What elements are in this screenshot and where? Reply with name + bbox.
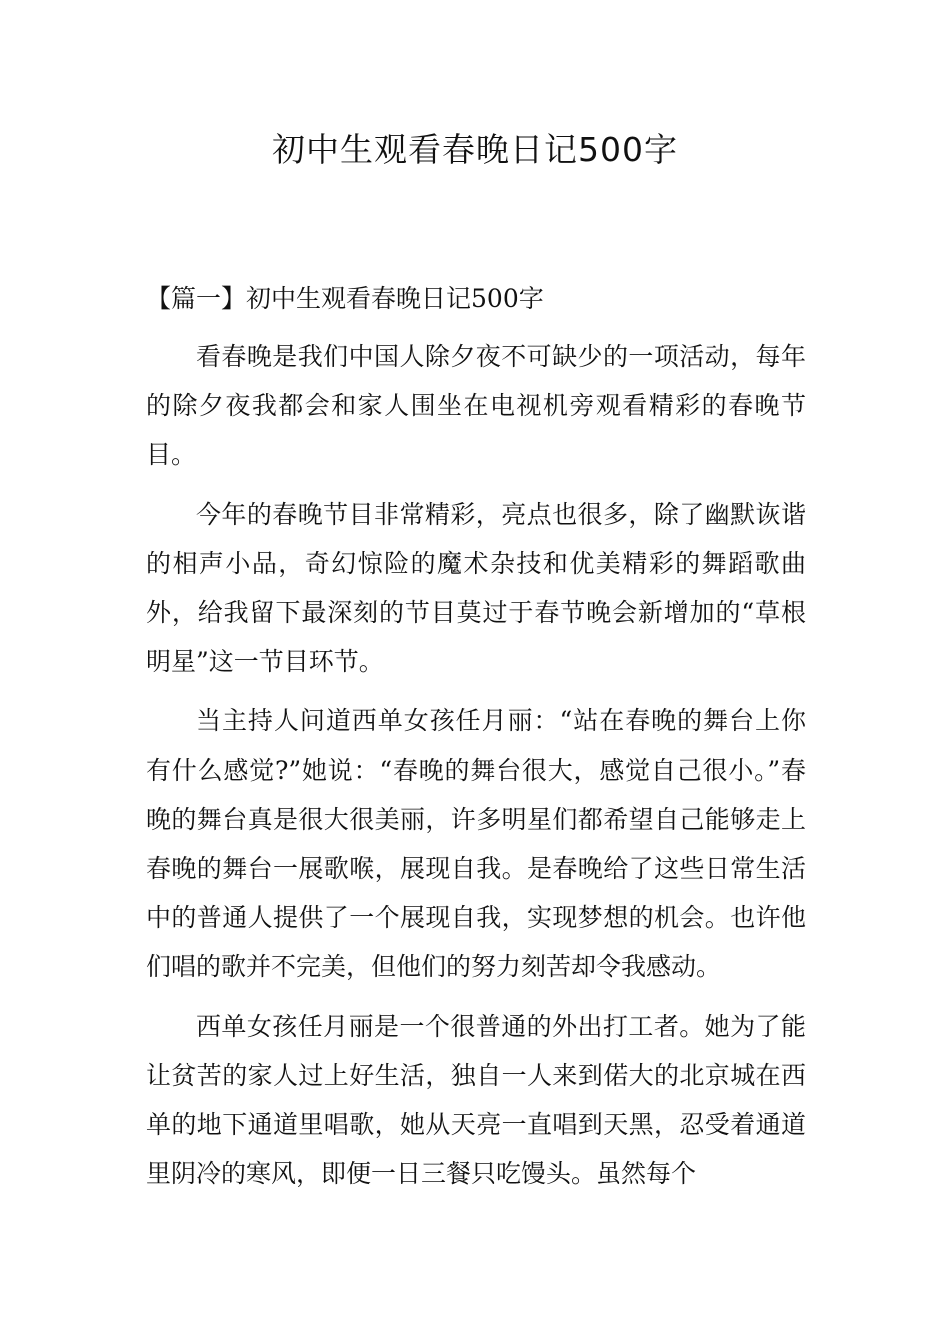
paragraph-1: 看春晚是我们中国人除夕夜不可缺少的一项活动，每年的除夕夜我都会和家人围坐在电视机旁观看精彩的春晚节目。 [146,342,806,470]
paragraph-4: 西单女孩任月丽是一个很普通的外出打工者。她为了能让贫苦的家人过上好生活，独自一人来到偌大的北京城在西单的地下通道里唱歌，她从天亮一直唱到天黑，忍受着通道里阴冷的寒风，即便一日三餐只吃馒头。虽然每个 [146,1011,806,1189]
document-body [146,280,806,1198]
paragraph-3: 当主持人问道西单女孩任月丽：“站在春晚的舞台上你有什么感觉?”她说：“春晚的舞台很大，感觉自己很小。”春晚的舞台真是很大很美丽，许多明星们都希望自己能够走上春晚的舞台一展歌喉，展现自我。是春晚给了这些日常生活中的普通人提供了一个展现自我，实现梦想的机会。也许他们唱的歌并不完美，但他们的努力刻苦却令我感动。 [146,706,806,982]
document-title: 初中生观看春晚日记500字 [272,130,678,169]
paragraph-2: 今年的春晚节目非常精彩，亮点也很多，除了幽默诙谐的相声小品，奇幻惊险的魔术杂技和优美精彩的舞蹈歌曲外，给我留下最深刻的节目莫过于春节晚会新增加的“草根明星”这一节目环节。 [146,499,806,677]
section-heading: 【篇一】初中生观看春晚日记500字 [146,284,544,313]
